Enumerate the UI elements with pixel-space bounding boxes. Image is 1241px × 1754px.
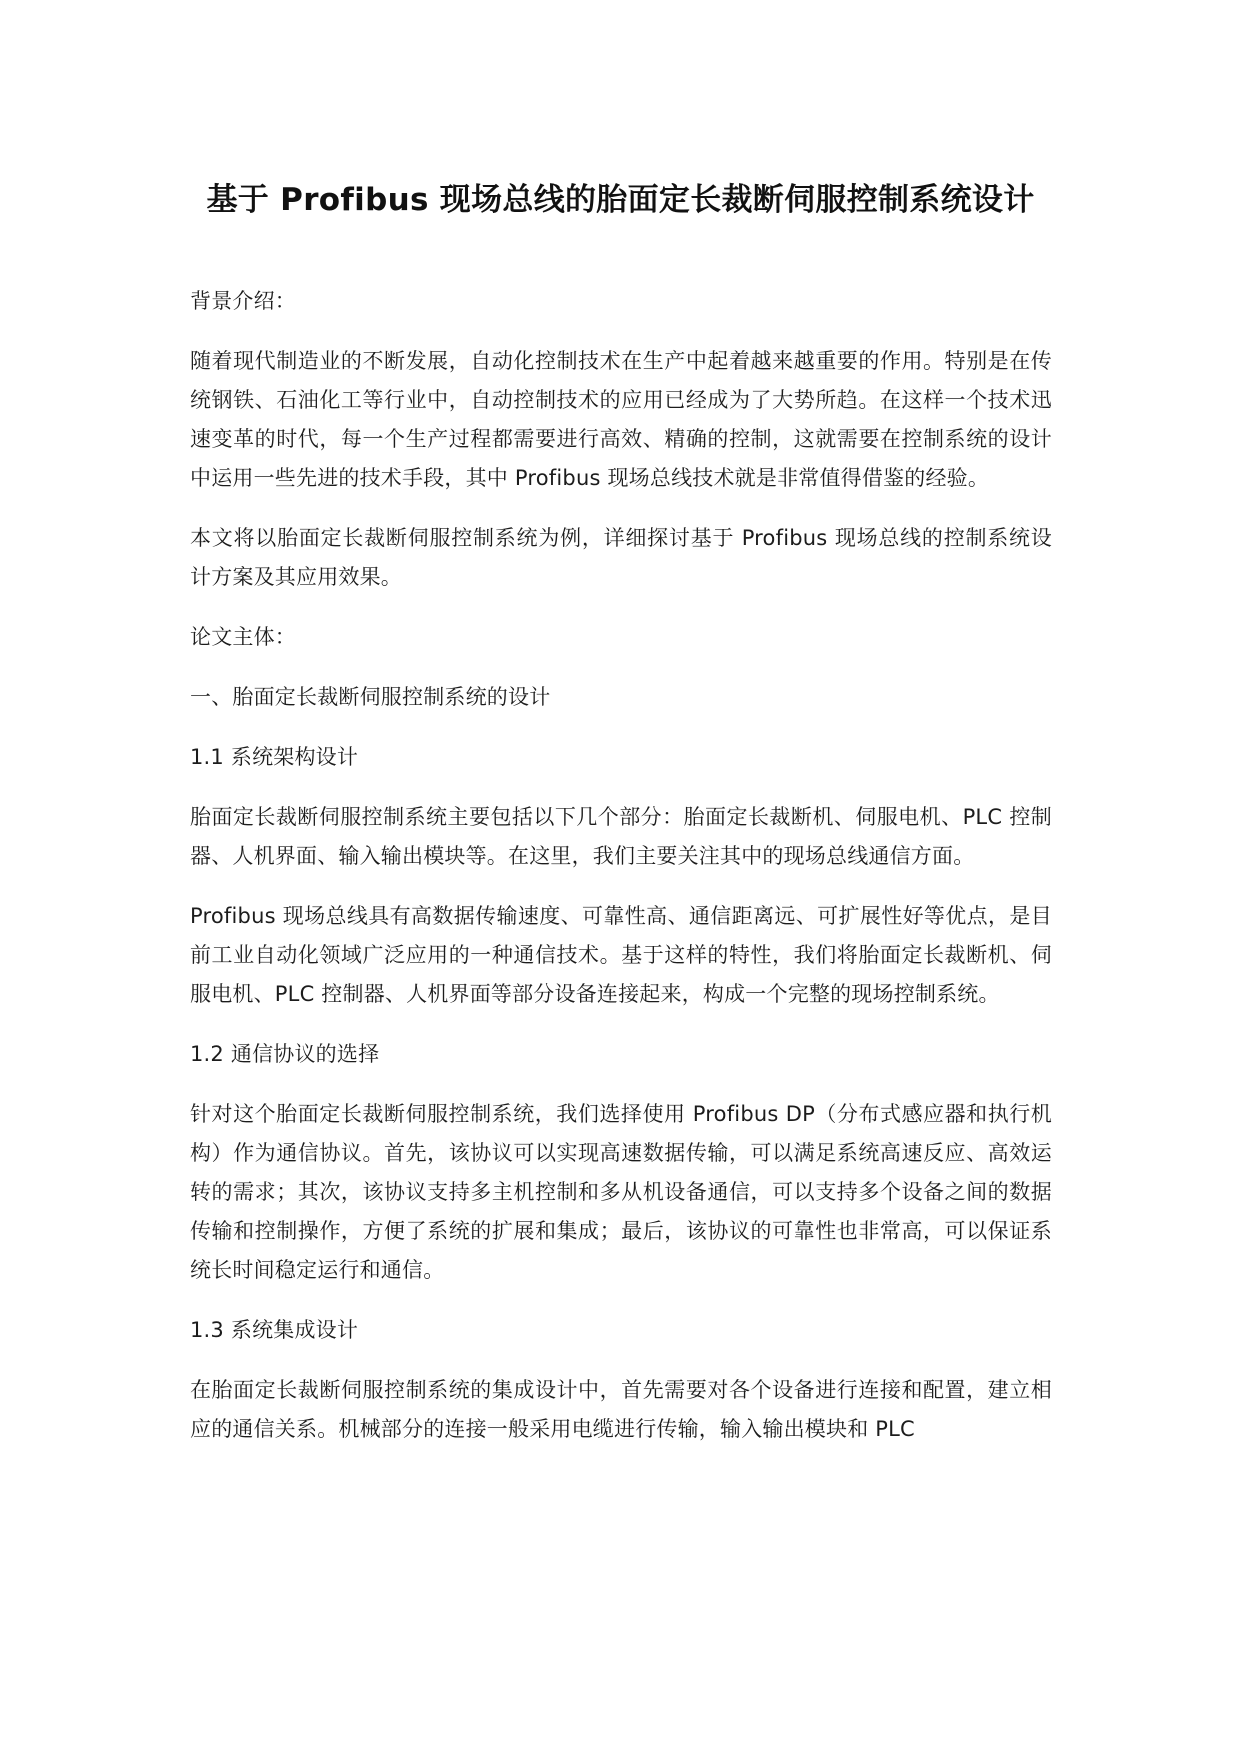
paragraph-background-text: 随着现代制造业的不断发展，自动化控制技术在生产中起着越来越重要的作用。特别是在传统钢铁、石油化工等行业中，自动控制技术的应用已经成为了大势所趋。在这样一个技术迅速变革的时代，每一个生产过程都需要进行高效、精确的控制，这就需要在控制系统的设计中运用一些先进的技术手段，其中 Profibus 现场总线技术就是非常值得借鉴的经验。	[190, 349, 1052, 490]
paragraph-profibus-advantages: Profibus 现场总线具有高数据传输速度、可靠性高、通信距离远、可扩展性好等优点，是目前工业自动化领域广泛应用的一种通信技术。基于这样的特性，我们将胎面定长裁断机、伺服电机、PLC 控制器、人机界面等部分设备连接起来，构成一个完整的现场控制系统。	[190, 904, 1052, 1006]
subsection-heading-1-2: 1.2 通信协议的选择	[190, 1042, 380, 1066]
document-body	[190, 282, 1052, 1470]
section-heading-1: 一、胎面定长裁断伺服控制系统的设计	[190, 685, 551, 709]
document-title: 基于 Profibus 现场总线的胎面定长裁断伺服控制系统设计	[206, 182, 1035, 218]
subsection-heading-1-1: 1.1 系统架构设计	[190, 745, 359, 769]
paragraph-background-heading: 背景介绍：	[190, 289, 296, 313]
paragraph-main-body-heading: 论文主体：	[190, 625, 296, 649]
paragraph-system-components: 胎面定长裁断伺服控制系统主要包括以下几个部分：胎面定长裁断机、伺服电机、PLC 控制器、人机界面、输入输出模块等。在这里，我们主要关注其中的现场总线通信方面。	[190, 805, 1052, 868]
paragraph-integration-design: 在胎面定长裁断伺服控制系统的集成设计中，首先需要对各个设备进行连接和配置，建立相应的通信关系。机械部分的连接一般采用电缆进行传输，输入输出模块和 PLC	[190, 1378, 1052, 1441]
subsection-heading-1-3: 1.3 系统集成设计	[190, 1318, 359, 1342]
paragraph-protocol-choice: 针对这个胎面定长裁断伺服控制系统，我们选择使用 Profibus DP（分布式感应器和执行机构）作为通信协议。首先，该协议可以实现高速数据传输，可以满足系统高速反应、高效运转的需求；其次，该协议支持多主机控制和多从机设备通信，可以支持多个设备之间的数据传输和控制操作，方便了系统的扩展和集成；最后，该协议的可靠性也非常高，可以保证系统长时间稳定运行和通信。	[190, 1102, 1052, 1282]
paragraph-purpose: 本文将以胎面定长裁断伺服控制系统为例，详细探讨基于 Profibus 现场总线的控制系统设计方案及其应用效果。	[190, 526, 1052, 589]
